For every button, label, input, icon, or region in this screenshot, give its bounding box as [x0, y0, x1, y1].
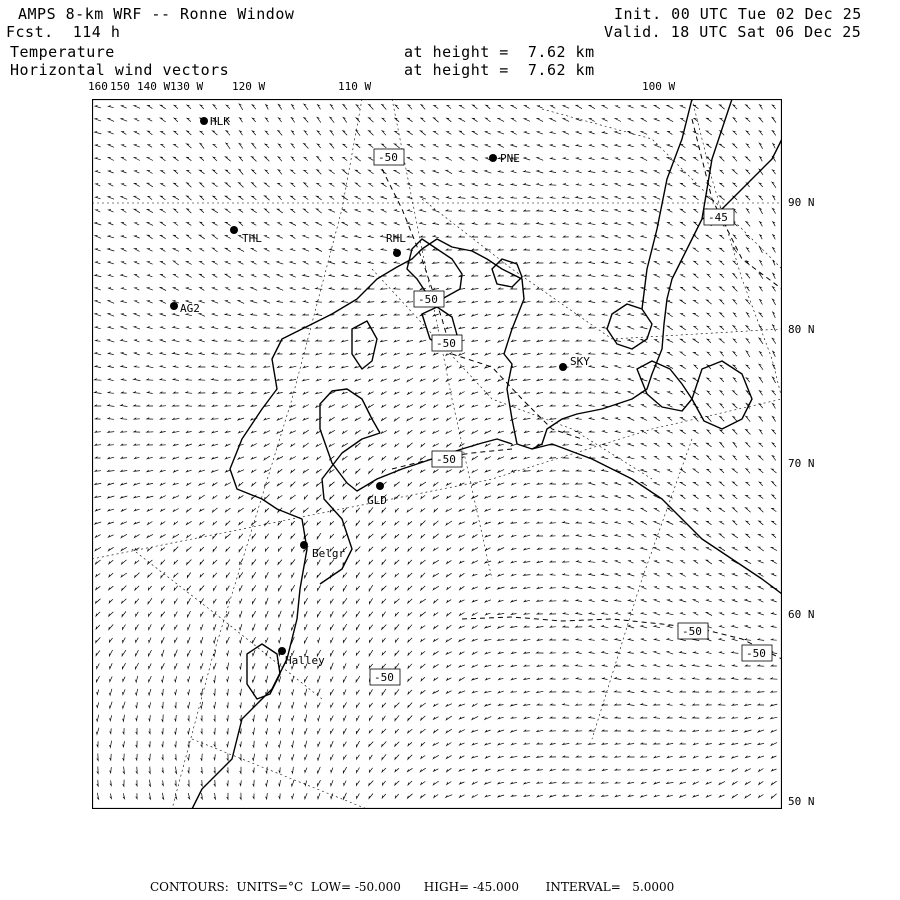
lon-label-160: 160 [88, 80, 108, 93]
contour-label [432, 335, 462, 351]
lat-label-80n: 80 N [788, 323, 815, 336]
svg-text:AG2: AG2 [180, 302, 200, 315]
height-label-2: at height = 7.62 km [404, 61, 595, 79]
lon-label-140w: 140 W [137, 80, 171, 93]
svg-text:-50: -50 [436, 337, 456, 350]
valid-time: Valid. 18 UTC Sat 06 Dec 25 [604, 23, 862, 41]
forecast-hour: Fcst. 114 h [6, 23, 121, 41]
svg-text:-50: -50 [436, 453, 456, 466]
height-label-1: at height = 7.62 km [404, 43, 595, 61]
map-panel [92, 99, 782, 809]
svg-text:-50: -50 [682, 625, 702, 638]
svg-text:RHL: RHL [386, 232, 406, 245]
contour-label [414, 291, 444, 307]
lat-label-90n: 90 N [788, 196, 815, 209]
lon-label-130w: 130 W [170, 80, 204, 93]
svg-text:HLK: HLK [210, 115, 230, 128]
lon-label-150: 150 [110, 80, 130, 93]
svg-text:PNE: PNE [500, 152, 520, 165]
svg-text:Belgr: Belgr [312, 547, 346, 560]
svg-text:THL: THL [242, 232, 262, 245]
map-title: AMPS 8-km WRF -- Ronne Window [18, 5, 295, 23]
field-temperature-label: Temperature [10, 43, 115, 61]
contour-label [704, 209, 734, 225]
field-wind-label: Horizontal wind vectors [10, 61, 230, 79]
svg-text:-50: -50 [418, 293, 438, 306]
contour-info-footer: CONTOURS: UNITS=°C LOW= -50.000 HIGH= -45.000 INTERVAL= 5.0000 [150, 880, 675, 894]
svg-text:GLD: GLD [367, 494, 387, 507]
contour-label [370, 669, 400, 685]
svg-text:-50: -50 [374, 671, 394, 684]
svg-text:-45: -45 [708, 211, 728, 224]
svg-text:-50: -50 [378, 151, 398, 164]
lat-label-70n: 70 N [788, 457, 815, 470]
lon-label-100w: 100 W [642, 80, 676, 93]
svg-text:-50: -50 [746, 647, 766, 660]
lat-label-50n: 50 N [788, 795, 815, 808]
svg-text:Halley: Halley [285, 654, 325, 667]
lon-label-120w: 120 W [232, 80, 266, 93]
contour-label [742, 645, 772, 661]
contour-label [432, 451, 462, 467]
lat-label-60n: 60 N [788, 608, 815, 621]
contour-label [678, 623, 708, 639]
init-time: Init. 00 UTC Tue 02 Dec 25 [614, 5, 862, 23]
lon-label-110w: 110 W [338, 80, 372, 93]
contour-label [374, 149, 404, 165]
svg-text:SKY: SKY [570, 355, 590, 368]
